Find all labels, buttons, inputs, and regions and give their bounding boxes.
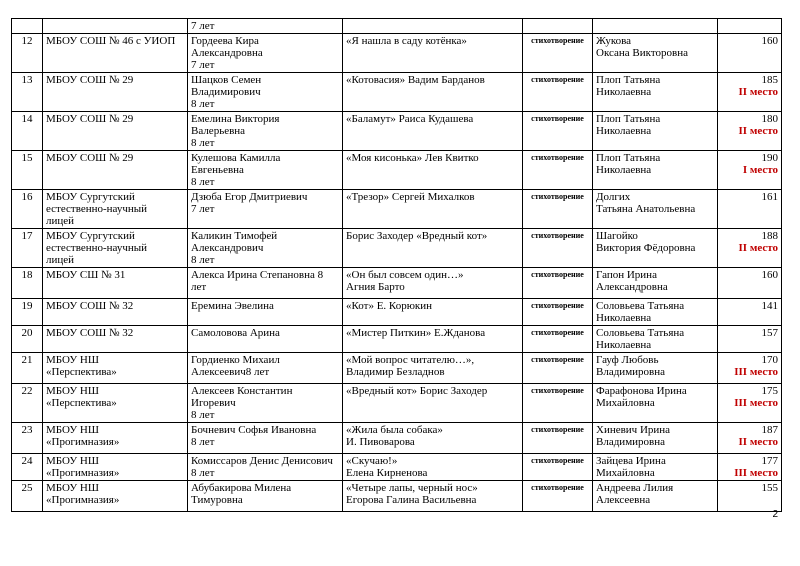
work-line: «Моя кисонька» Лев Квитко (346, 152, 479, 164)
cell-score (718, 299, 782, 326)
cell-teacher (593, 481, 718, 512)
genre-label: стихотворение (531, 192, 584, 201)
cell-number (12, 481, 43, 512)
cell-work (343, 384, 523, 423)
table-row (12, 384, 782, 423)
school-line: «Прогимназия» (46, 467, 120, 479)
cell-number (12, 112, 43, 151)
school-line: МБОУ НШ (46, 354, 99, 366)
participant-line: 7 лет (191, 20, 215, 32)
participant-line: Александровна (191, 47, 263, 59)
teacher-line: Михайловна (596, 397, 655, 409)
place-award: II место (738, 86, 778, 98)
row-number: 24 (21, 455, 33, 467)
score-value: 187 (761, 424, 778, 436)
participant-line: 8 лет (191, 254, 215, 266)
cell-number (12, 454, 43, 481)
participant-line: Тимуровна (191, 494, 243, 506)
cell-score (718, 481, 782, 512)
genre-label: стихотворение (531, 483, 584, 492)
participant-line: 8 лет (191, 98, 215, 110)
cell-score (718, 112, 782, 151)
cell-work (343, 454, 523, 481)
teacher-line: Оксана Викторовна (596, 47, 688, 59)
work-line: Егорова Галина Васильевна (346, 494, 477, 506)
teacher-line: Николаевна (596, 312, 652, 324)
participant-line: Абубакирова Милена (191, 482, 292, 494)
cell-teacher (593, 229, 718, 268)
school-line: МБОУ НШ (46, 424, 99, 436)
cell-genre (523, 423, 593, 454)
row-number: 23 (21, 424, 33, 436)
work-line: «Я нашла в саду котёнка» (346, 35, 467, 47)
cell-teacher (593, 34, 718, 73)
cell-participant (188, 229, 343, 268)
place-award: III место (734, 397, 778, 409)
cell-number (12, 268, 43, 299)
row-number: 21 (21, 354, 33, 366)
cell-work (343, 34, 523, 73)
cell-teacher (593, 190, 718, 229)
teacher-line: Михайловна (596, 467, 655, 479)
row-number: 16 (21, 191, 33, 203)
cell-score (718, 268, 782, 299)
cell-teacher (593, 423, 718, 454)
cell-teacher (593, 73, 718, 112)
cell-school (43, 73, 188, 112)
participant-line: Еремина Эвелина (191, 300, 274, 312)
participant-line: Емелина Виктория (191, 113, 280, 125)
cell-school (43, 353, 188, 384)
participant-line: Бочневич Софья Ивановна (191, 424, 317, 436)
cell-work (343, 73, 523, 112)
cell-genre (523, 73, 593, 112)
teacher-line: Николаевна (596, 125, 652, 137)
cell-score (718, 73, 782, 112)
participant-line: Кулешова Камилла (191, 152, 281, 164)
genre-label: стихотворение (531, 114, 584, 123)
score-value: 190 (761, 152, 778, 164)
school-line: лицей (46, 215, 75, 227)
cell-number (12, 34, 43, 73)
score-value: 177 (761, 455, 778, 467)
score-value: 160 (761, 269, 778, 281)
teacher-line: Виктория Фёдоровна (596, 242, 696, 254)
cell-work (343, 299, 523, 326)
work-line: «Трезор» Сергей Михалков (346, 191, 475, 203)
teacher-line: Николаевна (596, 339, 652, 351)
school-line: МБОУ НШ (46, 455, 99, 467)
teacher-line: Андреева Лилия (596, 482, 674, 494)
table-row (12, 34, 782, 73)
cell-work (343, 326, 523, 353)
genre-label: стихотворение (531, 425, 584, 434)
teacher-line: Соловьева Татьяна (596, 300, 685, 312)
cell-score (718, 326, 782, 353)
participant-line: Алексеев Константин (191, 385, 293, 397)
cell-school (43, 34, 188, 73)
cell-school (43, 268, 188, 299)
cell-teacher (593, 454, 718, 481)
score-value: 161 (761, 191, 778, 203)
score-value: 141 (761, 300, 778, 312)
participant-line: 8 лет (191, 436, 215, 448)
teacher-line: Шагойко (596, 230, 638, 242)
teacher-line: Зайцева Ирина (596, 455, 666, 467)
genre-label: стихотворение (531, 456, 584, 465)
teacher-line: Фарафонова Ирина (596, 385, 687, 397)
cell-score (718, 353, 782, 384)
cell-genre (523, 19, 593, 34)
cell-participant (188, 34, 343, 73)
row-number: 20 (21, 327, 33, 339)
cell-number (12, 384, 43, 423)
row-number: 15 (21, 152, 33, 164)
school-line: МБОУ СОШ № 29 (46, 113, 134, 125)
teacher-line: Николаевна (596, 86, 652, 98)
cell-number (12, 299, 43, 326)
school-line: МБОУ СШ № 31 (46, 269, 126, 281)
cell-work (343, 268, 523, 299)
cell-work (343, 229, 523, 268)
school-line: «Прогимназия» (46, 494, 120, 506)
work-line: Владимир Безладнов (346, 366, 445, 378)
cell-participant (188, 423, 343, 454)
cell-participant (188, 384, 343, 423)
table-row (12, 481, 782, 512)
cell-number (12, 19, 43, 34)
row-number: 14 (21, 113, 33, 125)
participant-line: Валерьевна (191, 125, 246, 137)
teacher-line: Татьяна Анатольевна (596, 203, 696, 215)
cell-school (43, 423, 188, 454)
cell-genre (523, 454, 593, 481)
cell-genre (523, 268, 593, 299)
table-row (12, 454, 782, 481)
genre-label: стихотворение (531, 75, 584, 84)
table-row-continued (12, 19, 782, 34)
place-award: III место (734, 366, 778, 378)
cell-work (343, 112, 523, 151)
cell-genre (523, 384, 593, 423)
cell-participant (188, 326, 343, 353)
teacher-line: Жукова (596, 35, 632, 47)
cell-participant (188, 454, 343, 481)
teacher-line: Плоп Татьяна (596, 113, 661, 125)
participant-line: Каликин Тимофей (191, 230, 278, 242)
teacher-line: Хиневич Ирина (596, 424, 671, 436)
teacher-line: Гауф Любовь (596, 354, 659, 366)
place-award: I место (742, 164, 778, 176)
school-line: лицей (46, 254, 75, 266)
cell-score (718, 423, 782, 454)
row-number: 25 (21, 482, 33, 494)
row-number: 19 (21, 300, 33, 312)
table-row (12, 151, 782, 190)
cell-participant (188, 73, 343, 112)
place-award: II место (738, 125, 778, 137)
school-line: МБОУ Сургутский (46, 230, 135, 242)
table-row (12, 353, 782, 384)
teacher-line: Долгих (596, 191, 631, 203)
work-line: Елена Кирненова (346, 467, 428, 479)
cell-score (718, 19, 782, 34)
cell-number (12, 73, 43, 112)
work-line: «Он был совсем один…» (346, 269, 464, 281)
school-line: естественно-научный (46, 242, 148, 254)
participant-line: Евгеньевна (191, 164, 244, 176)
table-row (12, 423, 782, 454)
work-line: Агния Барто (346, 281, 405, 293)
table-row (12, 229, 782, 268)
teacher-line: Николаевна (596, 164, 652, 176)
cell-genre (523, 481, 593, 512)
score-value: 188 (761, 230, 778, 242)
cell-work (343, 19, 523, 34)
cell-school (43, 151, 188, 190)
cell-score (718, 34, 782, 73)
cell-teacher (593, 268, 718, 299)
genre-label: стихотворение (531, 270, 584, 279)
score-value: 180 (761, 113, 778, 125)
participant-line: Дзюба Егор Дмитриевич (191, 191, 308, 203)
genre-label: стихотворение (531, 36, 584, 45)
cell-teacher (593, 384, 718, 423)
genre-label: стихотворение (531, 301, 584, 310)
teacher-line: Соловьева Татьяна (596, 327, 685, 339)
cell-school (43, 326, 188, 353)
work-line: Борис Заходер «Вредный кот» (346, 230, 488, 242)
cell-teacher (593, 299, 718, 326)
school-line: МБОУ СОШ № 46 с УИОП (46, 35, 176, 47)
participant-line: Александрович (191, 242, 264, 254)
school-line: «Прогимназия» (46, 436, 120, 448)
teacher-line: Плоп Татьяна (596, 74, 661, 86)
cell-number (12, 151, 43, 190)
score-value: 185 (761, 74, 778, 86)
genre-label: стихотворение (531, 231, 584, 240)
teacher-line: Плоп Татьяна (596, 152, 661, 164)
cell-participant (188, 299, 343, 326)
cell-school (43, 19, 188, 34)
work-line: «Четыре лапы, черный нос» (346, 482, 478, 494)
cell-score (718, 151, 782, 190)
genre-label: стихотворение (531, 386, 584, 395)
cell-school (43, 229, 188, 268)
work-line: «Скучаю!» (346, 455, 398, 467)
work-line: И. Пивоварова (346, 436, 415, 448)
table-row (12, 73, 782, 112)
results-table (11, 18, 782, 512)
cell-genre (523, 112, 593, 151)
cell-work (343, 423, 523, 454)
school-line: МБОУ НШ (46, 482, 99, 494)
cell-genre (523, 151, 593, 190)
teacher-line: Александровна (596, 281, 668, 293)
cell-work (343, 190, 523, 229)
score-value: 175 (761, 385, 778, 397)
participant-line: Гордеева Кира (191, 35, 259, 47)
table-row (12, 326, 782, 353)
school-line: МБОУ Сургутский (46, 191, 135, 203)
teacher-line: Гапон Ирина (596, 269, 657, 281)
participant-line: Шацков Семен (191, 74, 262, 86)
participant-line: 8 лет (191, 467, 215, 479)
teacher-line: Владимировна (596, 436, 666, 448)
score-value: 170 (761, 354, 778, 366)
work-line: «Баламут» Раиса Кудашева (346, 113, 474, 125)
cell-school (43, 299, 188, 326)
school-line: МБОУ НШ (46, 385, 99, 397)
participant-line: Комиссаров Денис Денисович (191, 455, 333, 467)
participant-line: 8 лет (191, 137, 215, 149)
school-line: «Перспектива» (46, 397, 117, 409)
cell-participant (188, 481, 343, 512)
cell-teacher (593, 19, 718, 34)
cell-number (12, 326, 43, 353)
cell-genre (523, 190, 593, 229)
row-number: 13 (21, 74, 33, 86)
cell-teacher (593, 326, 718, 353)
score-value: 155 (761, 482, 778, 494)
cell-genre (523, 34, 593, 73)
participant-line: Владимирович (191, 86, 261, 98)
table-row (12, 299, 782, 326)
table-row (12, 112, 782, 151)
work-line: «Вредный кот» Борис Заходер (346, 385, 488, 397)
cell-genre (523, 326, 593, 353)
participant-line: Алекса Ирина Степановна 8 (191, 269, 324, 281)
cell-score (718, 454, 782, 481)
results-table-body (12, 19, 782, 512)
work-line: «Котовасия» Вадим Барданов (346, 74, 485, 86)
place-award: II место (738, 242, 778, 254)
school-line: МБОУ СОШ № 32 (46, 327, 134, 339)
work-line: «Кот» Е. Корюкин (346, 300, 433, 312)
cell-participant (188, 190, 343, 229)
participant-line: лет (191, 281, 207, 293)
teacher-line: Алексеевна (596, 494, 651, 506)
school-line: естественно-научный (46, 203, 148, 215)
participant-line: 7 лет (191, 203, 215, 215)
participant-line: Гордиенко Михаил (191, 354, 280, 366)
cell-work (343, 151, 523, 190)
page-number: 2 (772, 509, 778, 520)
cell-score (718, 384, 782, 423)
participant-line: Игоревич (191, 397, 236, 409)
cell-participant (188, 353, 343, 384)
cell-score (718, 229, 782, 268)
cell-number (12, 190, 43, 229)
cell-school (43, 454, 188, 481)
cell-genre (523, 229, 593, 268)
participant-line: 8 лет (191, 409, 215, 421)
cell-participant (188, 268, 343, 299)
work-line: «Мой вопрос читателю…», (346, 354, 475, 366)
table-row (12, 190, 782, 229)
teacher-line: Владимировна (596, 366, 666, 378)
cell-genre (523, 353, 593, 384)
participant-line: Алексеевич8 лет (191, 366, 270, 378)
cell-teacher (593, 112, 718, 151)
genre-label: стихотворение (531, 355, 584, 364)
place-award: II место (738, 436, 778, 448)
cell-work (343, 481, 523, 512)
row-number: 17 (21, 230, 33, 242)
cell-genre (523, 299, 593, 326)
participant-line: 7 лет (191, 59, 215, 71)
cell-teacher (593, 151, 718, 190)
cell-participant (188, 19, 343, 34)
score-value: 157 (761, 327, 778, 339)
row-number: 12 (21, 35, 33, 47)
cell-work (343, 353, 523, 384)
cell-number (12, 229, 43, 268)
place-award: III место (734, 467, 778, 479)
school-line: «Перспектива» (46, 366, 117, 378)
cell-score (718, 190, 782, 229)
cell-school (43, 190, 188, 229)
work-line: «Мистер Питкин» Е.Жданова (346, 327, 486, 339)
participant-line: Самоловова Арина (191, 327, 280, 339)
school-line: МБОУ СОШ № 29 (46, 152, 134, 164)
cell-participant (188, 112, 343, 151)
cell-participant (188, 151, 343, 190)
school-line: МБОУ СОШ № 32 (46, 300, 134, 312)
table-row (12, 268, 782, 299)
cell-number (12, 423, 43, 454)
genre-label: стихотворение (531, 153, 584, 162)
cell-school (43, 481, 188, 512)
participant-line: 8 лет (191, 176, 215, 188)
cell-teacher (593, 353, 718, 384)
score-value: 160 (761, 35, 778, 47)
cell-school (43, 384, 188, 423)
school-line: МБОУ СОШ № 29 (46, 74, 134, 86)
row-number: 22 (21, 385, 33, 397)
genre-label: стихотворение (531, 328, 584, 337)
row-number: 18 (21, 269, 33, 281)
work-line: «Жила была собака» (346, 424, 443, 436)
cell-school (43, 112, 188, 151)
cell-number (12, 353, 43, 384)
